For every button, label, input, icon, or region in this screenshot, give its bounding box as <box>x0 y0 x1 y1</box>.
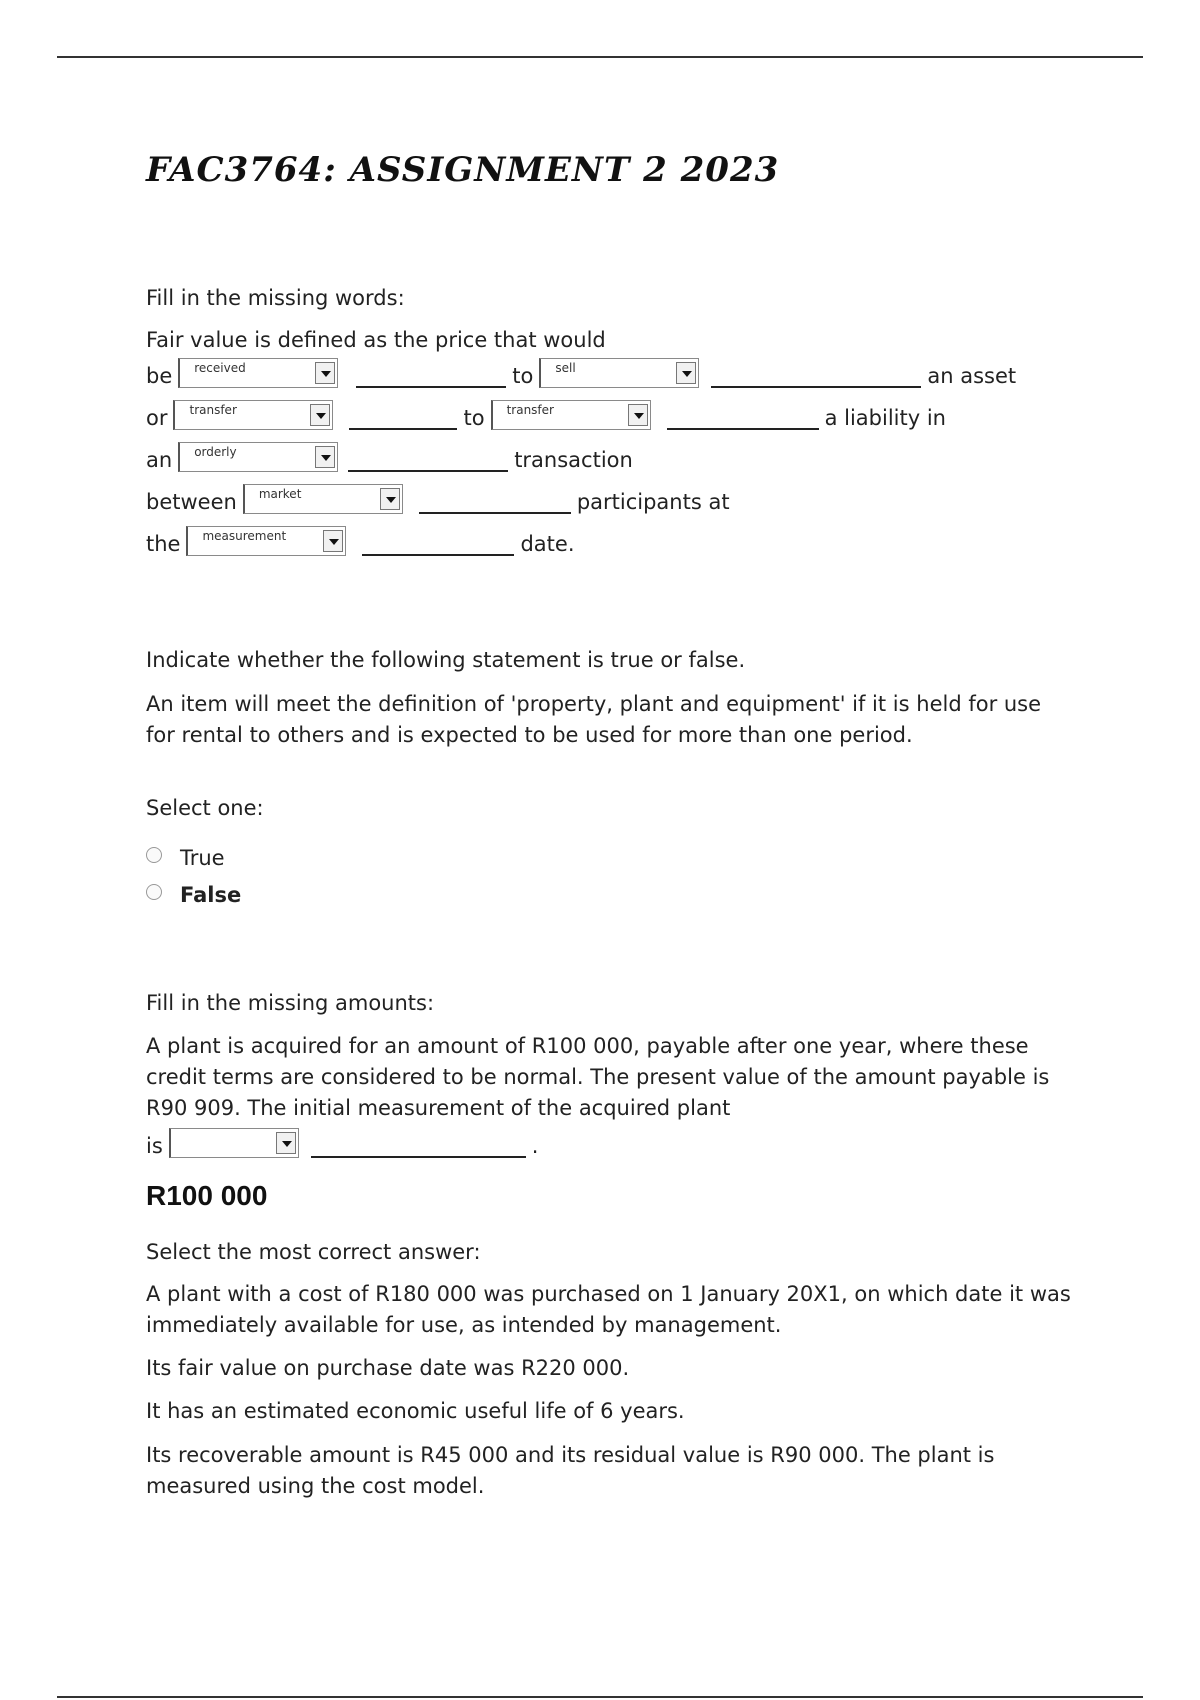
word-between: between <box>146 490 237 514</box>
option-true[interactable] <box>146 846 225 870</box>
chevron-down-icon[interactable] <box>310 404 330 426</box>
dropdown-sell[interactable] <box>539 358 699 388</box>
dropdown-value: orderly <box>194 445 237 459</box>
q3-answer-line <box>146 1128 538 1158</box>
dropdown-transfer-1[interactable] <box>173 400 333 430</box>
bottom-rule <box>57 1696 1143 1698</box>
word-transaction: transaction <box>514 448 633 472</box>
q1-line-4 <box>146 484 730 514</box>
q1-line-1 <box>146 358 1016 388</box>
q4-paragraph-4: Its recoverable amount is R45 000 and its residual value is R90 000. The plant is measured using the cost model. <box>146 1443 995 1498</box>
word-or: or <box>146 406 168 430</box>
period: . <box>531 1134 539 1158</box>
radio-true[interactable] <box>146 847 162 863</box>
chevron-down-icon[interactable] <box>628 404 648 426</box>
dropdown-value: measurement <box>202 529 287 543</box>
q4-paragraph-3: It has an estimated economic useful life of 6 years. <box>146 1399 685 1423</box>
dropdown-value: transfer <box>506 403 554 417</box>
answer-blank <box>419 488 571 514</box>
word-the: the <box>146 532 181 556</box>
dropdown-transfer-2[interactable] <box>491 400 651 430</box>
q1-line-2 <box>146 400 946 430</box>
q4-paragraph-2: Its fair value on purchase date was R220 000. <box>146 1356 630 1380</box>
q1-line-3 <box>146 442 633 472</box>
answer-blank <box>348 446 508 472</box>
word-is: is <box>146 1134 163 1158</box>
option-true-label: True <box>180 846 225 870</box>
chevron-down-icon[interactable] <box>676 362 696 384</box>
word-an-asset: an asset <box>927 364 1017 388</box>
q4-paragraph-1: A plant with a cost of R180 000 was purchased on 1 January 20X1, on which date it was immediately available for use, as intended by management. <box>146 1282 1071 1337</box>
dropdown-market[interactable] <box>243 484 403 514</box>
answer-blank <box>349 404 457 430</box>
q1-instruction: Fill in the missing words: <box>146 286 405 310</box>
dropdown-value: transfer <box>189 403 237 417</box>
answer-blank <box>356 362 506 388</box>
top-rule <box>57 56 1143 58</box>
dropdown-value: sell <box>555 361 576 375</box>
word-participants: participants at <box>576 490 730 514</box>
word-liability: a liability in <box>824 406 946 430</box>
chevron-down-icon[interactable] <box>380 488 400 510</box>
dropdown-value: market <box>258 487 302 501</box>
answer-amount: R100 000 <box>146 1180 268 1211</box>
q3-text: A plant is acquired for an amount of R100 000, payable after one year, where these credit terms are considered to be normal. The present value of the amount payable is R90 909. The initial measurement of the acquired plant <box>146 1034 1050 1120</box>
dropdown-measurement[interactable] <box>186 526 346 556</box>
answer-blank <box>311 1132 526 1158</box>
option-false-label: False <box>180 883 242 907</box>
answer-blank <box>711 362 921 388</box>
q3-instruction: Fill in the missing amounts: <box>146 991 435 1015</box>
chevron-down-icon[interactable] <box>276 1132 296 1154</box>
chevron-down-icon[interactable] <box>315 446 335 468</box>
option-false[interactable] <box>146 883 241 907</box>
word-to: to <box>463 406 485 430</box>
answer-blank <box>362 530 514 556</box>
q2-statement: An item will meet the definition of 'property, plant and equipment' if it is held for use for rental to others and is expected to be used for more than one period. <box>146 692 1042 747</box>
dropdown-received[interactable] <box>178 358 338 388</box>
chevron-down-icon[interactable] <box>323 530 343 552</box>
page-title: FAC3764: ASSIGNMENT 2 2023 <box>146 150 780 190</box>
word-date: date. <box>520 532 575 556</box>
radio-false[interactable] <box>146 884 162 900</box>
q1-intro: Fair value is defined as the price that would <box>146 328 606 352</box>
word-to: to <box>512 364 534 388</box>
dropdown-orderly[interactable] <box>178 442 338 472</box>
q2-select-one: Select one: <box>146 796 264 820</box>
answer-blank <box>667 404 819 430</box>
chevron-down-icon[interactable] <box>315 362 335 384</box>
amount-dropdown[interactable] <box>169 1128 299 1158</box>
dropdown-value: received <box>194 361 246 375</box>
q4-instruction: Select the most correct answer: <box>146 1240 481 1264</box>
q1-line-5 <box>146 526 575 556</box>
q2-instruction: Indicate whether the following statement is true or false. <box>146 648 746 672</box>
word-an: an <box>146 448 173 472</box>
word-be: be <box>146 364 173 388</box>
